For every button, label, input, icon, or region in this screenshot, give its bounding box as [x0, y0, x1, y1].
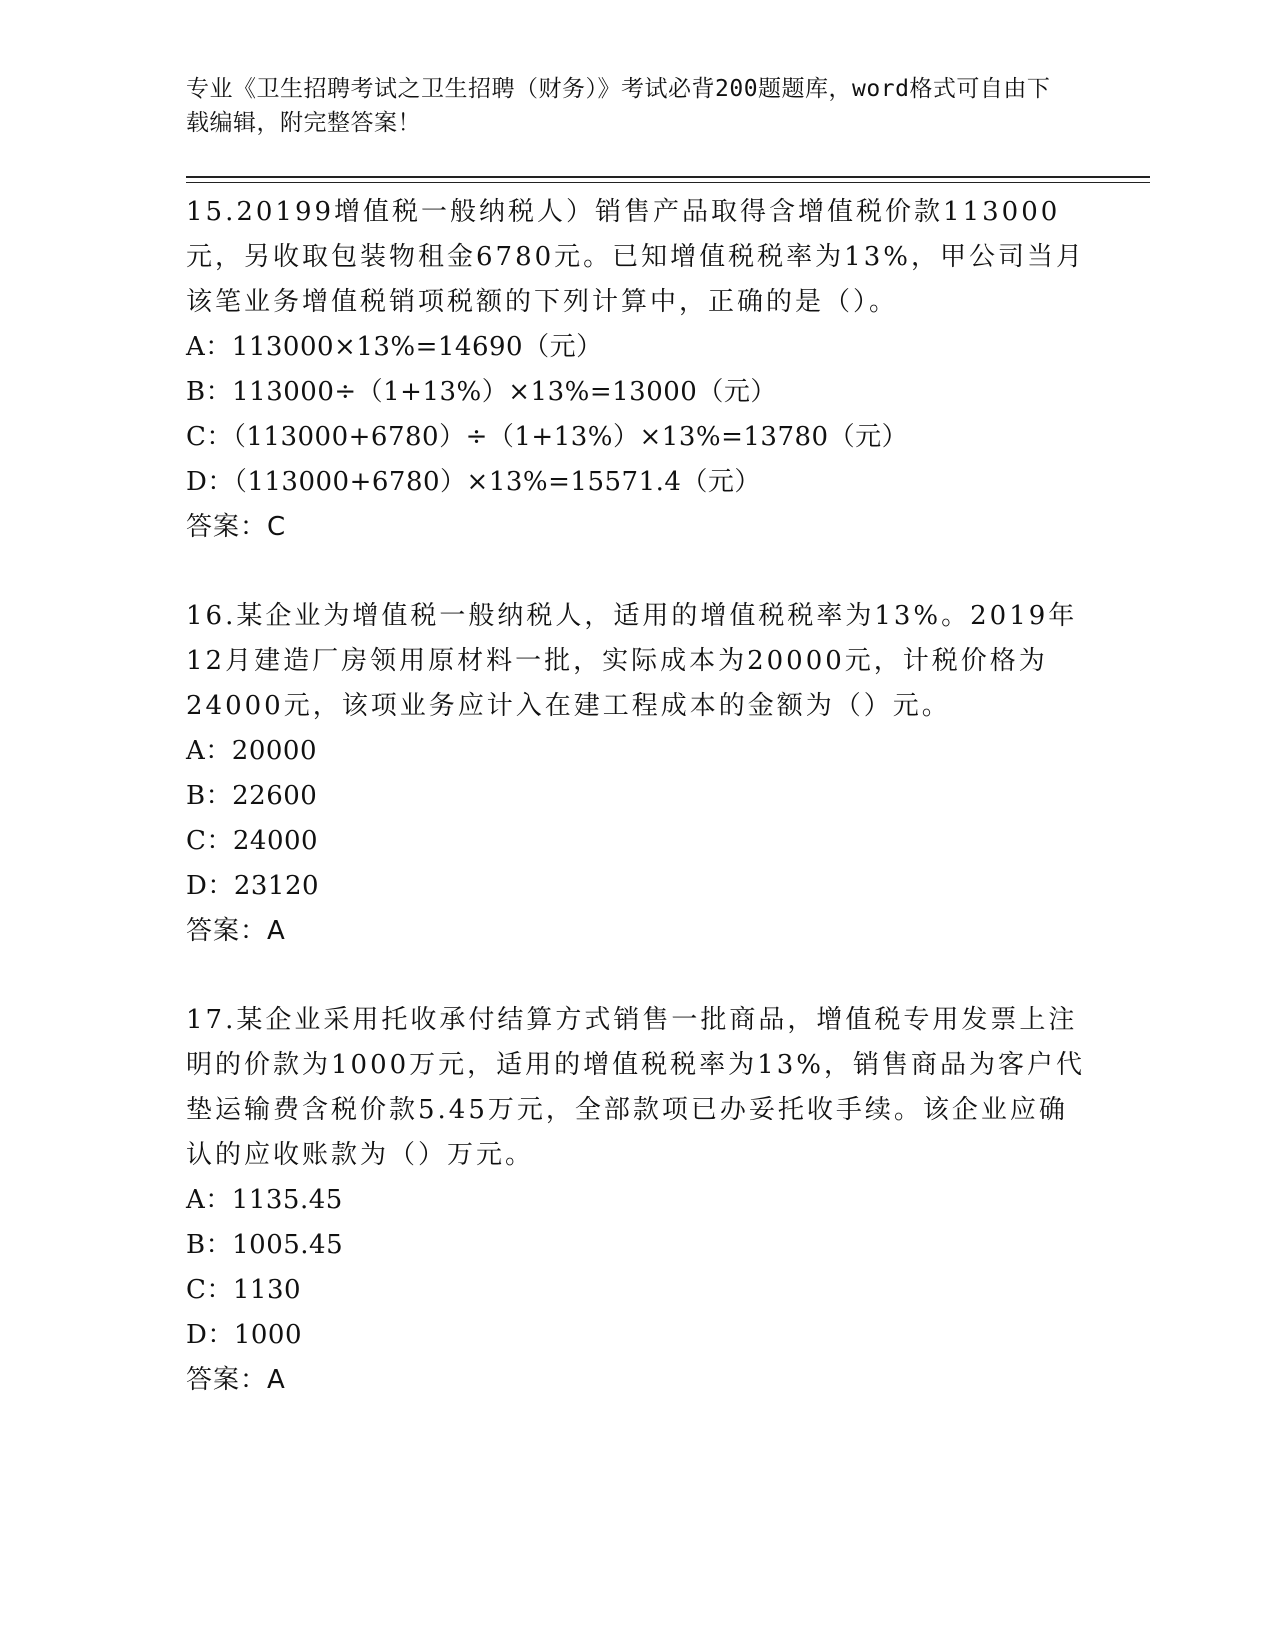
option-d: D：（113000+6780）×13%=15571.4（元）	[186, 467, 761, 497]
option-c: C：（113000+6780）÷（1+13%）×13%=13780（元）	[186, 422, 909, 452]
question-17	[186, 998, 1086, 1403]
answer-line: 答案：A	[186, 1365, 286, 1395]
option-b: B：1005.45	[186, 1230, 344, 1260]
option-c: C：24000	[186, 826, 319, 856]
question-16	[186, 594, 1086, 954]
option-b: B：113000÷（1+13%）×13%=13000（元）	[186, 377, 777, 407]
option-b: B：22600	[186, 781, 318, 811]
question-stem: 15.20199增值税一般纳税人）销售产品取得含增值税价款113000元，另收取包装物租金6780元。已知增值税税率为13%，甲公司当月该笔业务增值税销项税额的下列计算中，正确的是（）。	[186, 197, 1085, 317]
header-divider-thick	[186, 176, 1150, 178]
question-15	[186, 190, 1086, 550]
option-a: A：1135.45	[186, 1185, 343, 1215]
document-header: 专业《卫生招聘考试之卫生招聘（财务）》考试必背200题题库，word格式可自由下载编辑，附完整答案！	[186, 76, 1051, 136]
answer-line: 答案：A	[186, 916, 286, 946]
question-stem: 16.某企业为增值税一般纳税人，适用的增值税税率为13%。2019年12月建造厂房领用原材料一批，实际成本为20000元，计税价格为24000元，该项业务应计入在建工程成本的金额为（）元。	[186, 601, 1078, 721]
option-d: D：1000	[186, 1320, 303, 1350]
option-a: A：20000	[186, 736, 317, 766]
option-d: D：23120	[186, 871, 320, 901]
question-stem: 17.某企业采用托收承付结算方式销售一批商品，增值税专用发票上注明的价款为1000万元，适用的增值税税率为13%，销售商品为客户代垫运输费含税价款5.45万元，全部款项已办妥托收手续。该企业应确认的应收账款为（）万元。	[186, 1005, 1085, 1170]
answer-line: 答案：C	[186, 512, 287, 542]
header-divider-thin	[186, 182, 1150, 183]
question-list	[186, 190, 1086, 1447]
option-c: C：1130	[186, 1275, 302, 1305]
option-a: A：113000×13%=14690（元）	[186, 332, 603, 362]
